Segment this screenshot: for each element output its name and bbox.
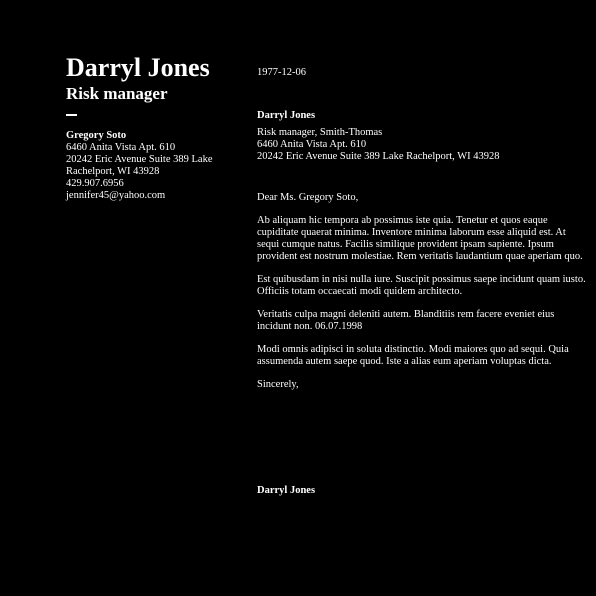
paragraph-2: Est quibusdam in nisi nulla iure. Suscipit possimus saepe incidunt quam iusto. Officiis totam occaecati modi quidem architecto. bbox=[257, 274, 586, 297]
recipient-email: jennifer45@yahoo.com bbox=[66, 190, 166, 201]
recipient-address-line2: 20242 Eric Avenue Suite 389 Lake bbox=[66, 154, 213, 165]
salutation: Dear Ms. Gregory Soto, bbox=[257, 192, 359, 203]
letter-body bbox=[257, 67, 587, 391]
author-name: Darryl Jones bbox=[66, 53, 210, 82]
paragraph-4: Modi omnis adipisci in soluta distinctio. Modi maiores quo ad sequi. Quia assumenda autem saepe quod. Iste a alias eum aperiam voluptas dicta. bbox=[257, 344, 569, 367]
paragraph-1: Ab aliquam hic tempora ab possimus iste quia. Tenetur et quos eaque cupiditate quaerat minima. Inventore minima laborum esse aliquid est. At sequi cumque natus. Facilis similique provident ipsam sapiente. Ipsum provident est nostrum molestiae. Rem veritatis laudantium quae aperiam quo. bbox=[257, 215, 583, 262]
author-title: Risk manager bbox=[66, 84, 168, 103]
sender-block bbox=[257, 110, 587, 163]
sender-address1: 6460 Anita Vista Apt. 610 bbox=[257, 139, 367, 150]
sender-role-company: Risk manager, Smith-Thomas bbox=[257, 127, 383, 138]
recipient-address-line1: 6460 Anita Vista Apt. 610 bbox=[66, 142, 176, 153]
paragraph-3: Veritatis culpa magni deleniti autem. Blanditiis rem facere eveniet eius incidunt non. 06.07.1998 bbox=[257, 309, 555, 332]
sender-name: Darryl Jones bbox=[257, 110, 316, 121]
divider bbox=[66, 114, 77, 116]
recipient-address-line3: Rachelport, WI 43928 bbox=[66, 166, 160, 177]
signature: Darryl Jones bbox=[257, 485, 316, 496]
closing: Sincerely, bbox=[257, 379, 299, 390]
sidebar bbox=[66, 54, 246, 202]
letter-date: 1977-12-06 bbox=[257, 67, 306, 78]
recipient-phone: 429.907.6956 bbox=[66, 178, 124, 189]
recipient-name: Gregory Soto bbox=[66, 130, 127, 141]
sender-address2: 20242 Eric Avenue Suite 389 Lake Rachelport, WI 43928 bbox=[257, 151, 500, 162]
recipient-contact bbox=[66, 130, 246, 202]
